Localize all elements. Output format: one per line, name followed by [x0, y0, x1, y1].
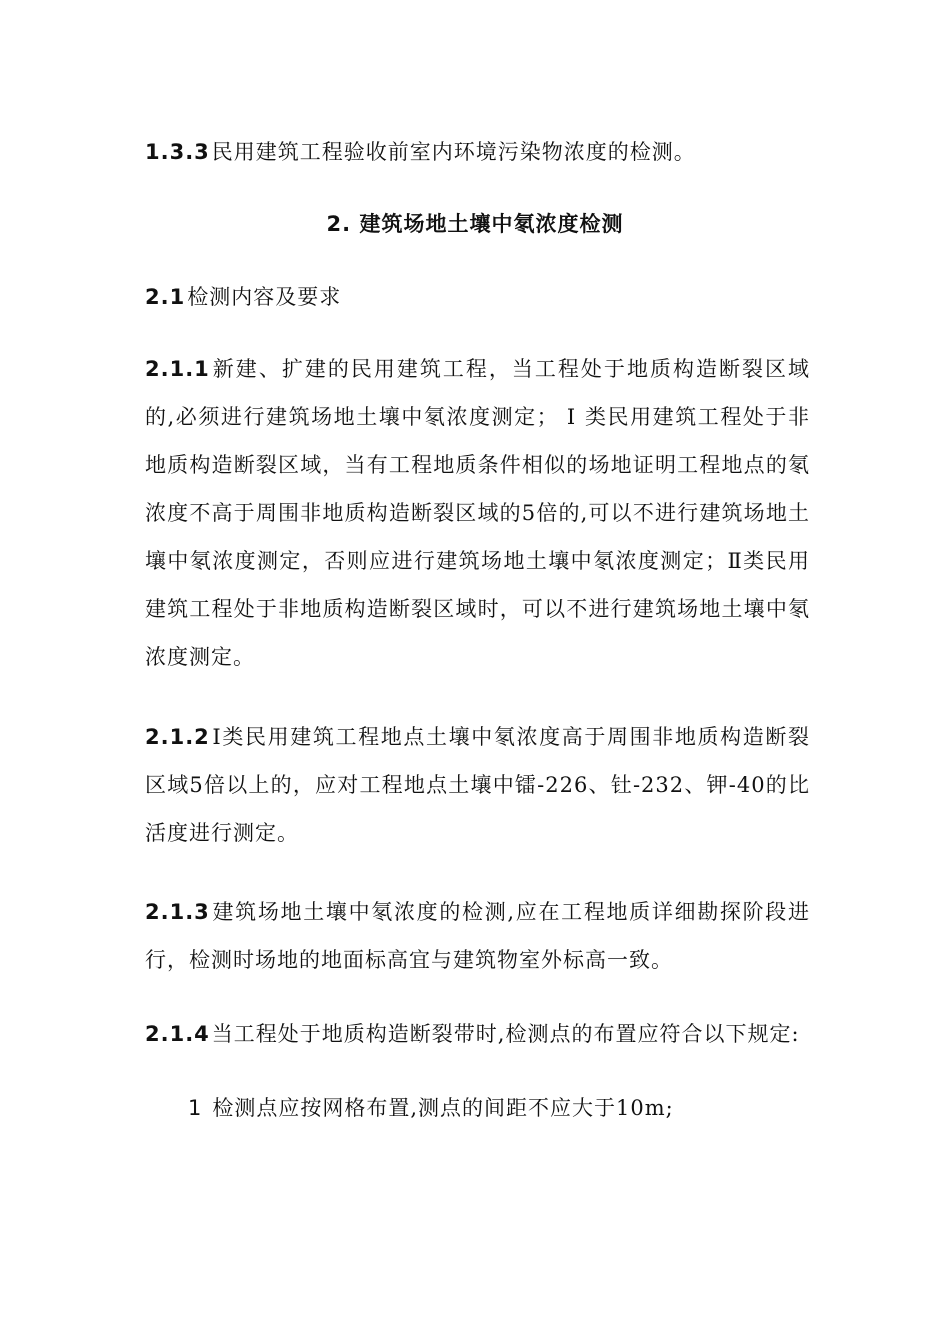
- clause-number: 2.1.1: [145, 357, 210, 381]
- clause-text: 检测内容及要求: [187, 285, 342, 309]
- clause-text: Ⅰ类民用建筑工程地点土壤中氡浓度高于周围非地质构造断裂区域5倍以上的，应对工程地点土壤中镭-226、钍-232、钾-40的比活度进行测定。: [145, 725, 810, 845]
- clause-text: 民用建筑工程验收前室内环境污染物浓度的检测。: [211, 140, 696, 164]
- section-title: 2. 建筑场地土壤中氡浓度检测: [326, 212, 624, 236]
- clause-text: 建筑场地土壤中氡浓度的检测,应在工程地质详细勘探阶段进行，检测时场地的地面标高宜与建筑物室外标高一致。: [145, 900, 810, 972]
- clause-text: 当工程处于地质构造断裂带时,检测点的布置应符合以下规定:: [211, 1022, 800, 1046]
- clause-number: 2.1.4: [145, 1022, 210, 1046]
- list-item-number: 1: [188, 1096, 203, 1120]
- paragraph-2-1-2: [145, 713, 810, 857]
- clause-number: 1.3.3: [145, 140, 210, 164]
- paragraph-2-1-3: [145, 888, 810, 984]
- clause-number: 2.1.3: [145, 900, 210, 924]
- clause-text: 新建、扩建的民用建筑工程，当工程处于地质构造断裂区域的,必须进行建筑场地土壤中氡浓度测定； Ⅰ 类民用建筑工程处于非地质构造断裂区域，当有工程地质条件相似的场地证明工程地点的氡浓度不高于周围非地质构造断裂区域的5倍的,可以不进行建筑场地土壤中氡浓度测定，否则应进行建筑场地土壤中氡浓度测定；Ⅱ类民用建筑工程处于非地质构造断裂区域时，可以不进行建筑场地土壤中氡浓度测定。: [145, 357, 810, 669]
- paragraph-2-1: [145, 273, 810, 321]
- list-item-text: 检测点应按网格布置,测点的间距不应大于10m;: [212, 1096, 674, 1120]
- clause-number: 2.1: [145, 285, 186, 309]
- paragraph-1-3-3: [145, 128, 810, 176]
- list-item: [188, 1092, 674, 1122]
- paragraph-2-1-4: [145, 1010, 810, 1058]
- clause-number: 2.1.2: [145, 725, 210, 749]
- paragraph-2-1-1: [145, 345, 810, 681]
